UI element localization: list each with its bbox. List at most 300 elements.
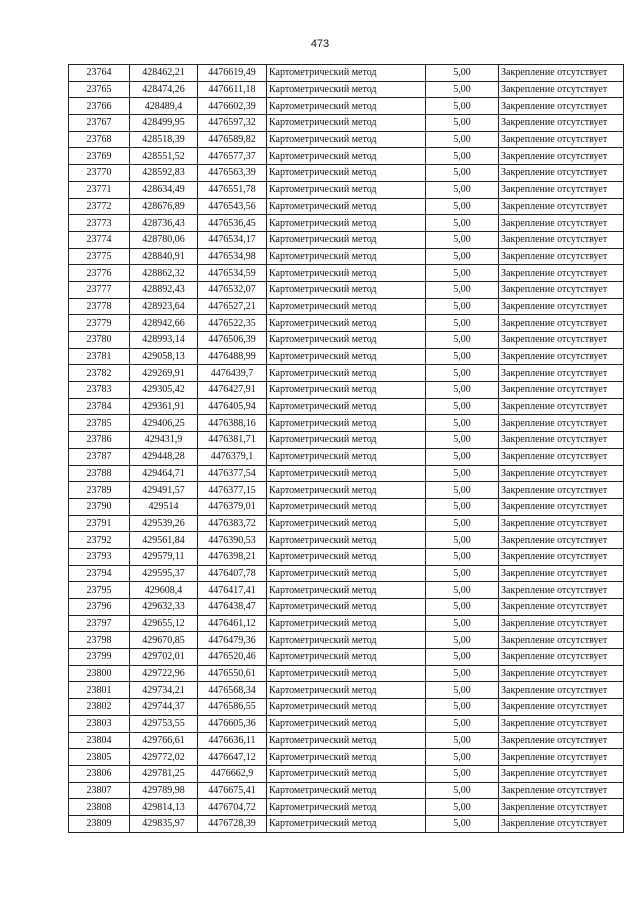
table-row (69, 298, 624, 315)
y-coordinate-cell: 4476563,39 (198, 165, 267, 182)
table-row (69, 181, 624, 198)
tolerance-cell: 5,00 (426, 615, 499, 632)
table-row (69, 732, 624, 749)
y-coordinate-cell: 4476461,12 (198, 615, 267, 632)
method-cell: Картометрический метод (267, 198, 426, 215)
tolerance-cell: 5,00 (426, 432, 499, 449)
table-row (69, 765, 624, 782)
method-cell: Картометрический метод (267, 582, 426, 599)
tolerance-cell: 5,00 (426, 665, 499, 682)
method-cell: Картометрический метод (267, 732, 426, 749)
x-coordinate-cell: 428676,89 (130, 198, 198, 215)
tolerance-cell: 5,00 (426, 548, 499, 565)
tolerance-cell: 5,00 (426, 765, 499, 782)
table-row (69, 81, 624, 98)
x-coordinate-cell: 428518,39 (130, 131, 198, 148)
fixation-cell: Закрепление отсутствует (499, 815, 624, 832)
method-cell: Картометрический метод (267, 765, 426, 782)
method-cell: Картометрический метод (267, 148, 426, 165)
point-number-cell: 23796 (69, 599, 130, 616)
fixation-cell: Закрепление отсутствует (499, 682, 624, 699)
y-coordinate-cell: 4476506,39 (198, 332, 267, 349)
point-number-cell: 23783 (69, 382, 130, 399)
method-cell: Картометрический метод (267, 365, 426, 382)
method-cell: Картометрический метод (267, 115, 426, 132)
tolerance-cell: 5,00 (426, 98, 499, 115)
y-coordinate-cell: 4476479,36 (198, 632, 267, 649)
table-row (69, 248, 624, 265)
tolerance-cell: 5,00 (426, 281, 499, 298)
point-number-cell: 23800 (69, 665, 130, 682)
y-coordinate-cell: 4476527,21 (198, 298, 267, 315)
method-cell: Картометрический метод (267, 448, 426, 465)
method-cell: Картометрический метод (267, 348, 426, 365)
fixation-cell: Закрепление отсутствует (499, 248, 624, 265)
x-coordinate-cell: 428499,95 (130, 115, 198, 132)
y-coordinate-cell: 4476381,71 (198, 432, 267, 449)
table-row (69, 382, 624, 399)
tolerance-cell: 5,00 (426, 498, 499, 515)
tolerance-cell: 5,00 (426, 215, 499, 232)
x-coordinate-cell: 428840,91 (130, 248, 198, 265)
table-row (69, 281, 624, 298)
tolerance-cell: 5,00 (426, 732, 499, 749)
fixation-cell: Закрепление отсутствует (499, 65, 624, 82)
fixation-cell: Закрепление отсутствует (499, 699, 624, 716)
method-cell: Картометрический метод (267, 98, 426, 115)
fixation-cell: Закрепление отсутствует (499, 281, 624, 298)
x-coordinate-cell: 429734,21 (130, 682, 198, 699)
table-row (69, 332, 624, 349)
x-coordinate-cell: 429431,9 (130, 432, 198, 449)
method-cell: Картометрический метод (267, 298, 426, 315)
method-cell: Картометрический метод (267, 632, 426, 649)
point-number-cell: 23788 (69, 465, 130, 482)
method-cell: Картометрический метод (267, 332, 426, 349)
point-number-cell: 23798 (69, 632, 130, 649)
method-cell: Картометрический метод (267, 515, 426, 532)
point-number-cell: 23772 (69, 198, 130, 215)
x-coordinate-cell: 428592,83 (130, 165, 198, 182)
y-coordinate-cell: 4476405,94 (198, 398, 267, 415)
x-coordinate-cell: 429835,97 (130, 815, 198, 832)
x-coordinate-cell: 428993,14 (130, 332, 198, 349)
fixation-cell: Закрепление отсутствует (499, 532, 624, 549)
point-number-cell: 23794 (69, 565, 130, 582)
y-coordinate-cell: 4476543,56 (198, 198, 267, 215)
y-coordinate-cell: 4476377,54 (198, 465, 267, 482)
x-coordinate-cell: 428923,64 (130, 298, 198, 315)
table-row (69, 548, 624, 565)
method-cell: Картометрический метод (267, 248, 426, 265)
y-coordinate-cell: 4476379,01 (198, 498, 267, 515)
y-coordinate-cell: 4476568,34 (198, 682, 267, 699)
tolerance-cell: 5,00 (426, 582, 499, 599)
table-row (69, 682, 624, 699)
fixation-cell: Закрепление отсутствует (499, 582, 624, 599)
point-number-cell: 23808 (69, 799, 130, 816)
x-coordinate-cell: 429744,37 (130, 699, 198, 716)
method-cell: Картометрический метод (267, 799, 426, 816)
x-coordinate-cell: 429406,25 (130, 415, 198, 432)
x-coordinate-cell: 429722,96 (130, 665, 198, 682)
x-coordinate-cell: 428489,4 (130, 98, 198, 115)
y-coordinate-cell: 4476662,9 (198, 765, 267, 782)
tolerance-cell: 5,00 (426, 532, 499, 549)
tolerance-cell: 5,00 (426, 365, 499, 382)
x-coordinate-cell: 429361,91 (130, 398, 198, 415)
tolerance-cell: 5,00 (426, 415, 499, 432)
point-number-cell: 23797 (69, 615, 130, 632)
table-row (69, 365, 624, 382)
y-coordinate-cell: 4476636,11 (198, 732, 267, 749)
x-coordinate-cell: 428942,66 (130, 315, 198, 332)
y-coordinate-cell: 4476532,07 (198, 281, 267, 298)
table-row (69, 265, 624, 282)
point-number-cell: 23807 (69, 782, 130, 799)
tolerance-cell: 5,00 (426, 448, 499, 465)
point-number-cell: 23805 (69, 749, 130, 766)
x-coordinate-cell: 429514 (130, 498, 198, 515)
x-coordinate-cell: 428892,43 (130, 281, 198, 298)
tolerance-cell: 5,00 (426, 165, 499, 182)
fixation-cell: Закрепление отсутствует (499, 215, 624, 232)
table-row (69, 532, 624, 549)
fixation-cell: Закрепление отсутствует (499, 415, 624, 432)
x-coordinate-cell: 428462,21 (130, 65, 198, 82)
fixation-cell: Закрепление отсутствует (499, 498, 624, 515)
table-row (69, 599, 624, 616)
method-cell: Картометрический метод (267, 532, 426, 549)
method-cell: Картометрический метод (267, 415, 426, 432)
point-number-cell: 23786 (69, 432, 130, 449)
point-number-cell: 23804 (69, 732, 130, 749)
x-coordinate-cell: 429305,42 (130, 382, 198, 399)
tolerance-cell: 5,00 (426, 799, 499, 816)
y-coordinate-cell: 4476522,35 (198, 315, 267, 332)
x-coordinate-cell: 429702,01 (130, 649, 198, 666)
table-row (69, 448, 624, 465)
point-number-cell: 23785 (69, 415, 130, 432)
y-coordinate-cell: 4476597,32 (198, 115, 267, 132)
fixation-cell: Закрепление отсутствует (499, 548, 624, 565)
x-coordinate-cell: 428736,43 (130, 215, 198, 232)
y-coordinate-cell: 4476438,47 (198, 599, 267, 616)
point-number-cell: 23781 (69, 348, 130, 365)
tolerance-cell: 5,00 (426, 198, 499, 215)
point-number-cell: 23767 (69, 115, 130, 132)
point-number-cell: 23790 (69, 498, 130, 515)
y-coordinate-cell: 4476388,16 (198, 415, 267, 432)
table-row (69, 782, 624, 799)
table-row (69, 432, 624, 449)
point-number-cell: 23773 (69, 215, 130, 232)
fixation-cell: Закрепление отсутствует (499, 131, 624, 148)
point-number-cell: 23789 (69, 482, 130, 499)
fixation-cell: Закрепление отсутствует (499, 515, 624, 532)
table-row (69, 198, 624, 215)
tolerance-cell: 5,00 (426, 131, 499, 148)
table-row (69, 482, 624, 499)
y-coordinate-cell: 4476534,98 (198, 248, 267, 265)
tolerance-cell: 5,00 (426, 482, 499, 499)
tolerance-cell: 5,00 (426, 515, 499, 532)
point-number-cell: 23809 (69, 815, 130, 832)
table-row (69, 131, 624, 148)
point-number-cell: 23792 (69, 532, 130, 549)
y-coordinate-cell: 4476407,78 (198, 565, 267, 582)
tolerance-cell: 5,00 (426, 465, 499, 482)
table-row (69, 148, 624, 165)
fixation-cell: Закрепление отсутствует (499, 148, 624, 165)
tolerance-cell: 5,00 (426, 599, 499, 616)
point-number-cell: 23769 (69, 148, 130, 165)
tolerance-cell: 5,00 (426, 298, 499, 315)
tolerance-cell: 5,00 (426, 332, 499, 349)
tolerance-cell: 5,00 (426, 248, 499, 265)
fixation-cell: Закрепление отсутствует (499, 332, 624, 349)
tolerance-cell: 5,00 (426, 749, 499, 766)
fixation-cell: Закрепление отсутствует (499, 365, 624, 382)
fixation-cell: Закрепление отсутствует (499, 98, 624, 115)
method-cell: Картометрический метод (267, 382, 426, 399)
point-number-cell: 23766 (69, 98, 130, 115)
fixation-cell: Закрепление отсутствует (499, 799, 624, 816)
method-cell: Картометрический метод (267, 815, 426, 832)
tolerance-cell: 5,00 (426, 782, 499, 799)
point-number-cell: 23806 (69, 765, 130, 782)
method-cell: Картометрический метод (267, 432, 426, 449)
point-number-cell: 23774 (69, 231, 130, 248)
method-cell: Картометрический метод (267, 265, 426, 282)
y-coordinate-cell: 4476602,39 (198, 98, 267, 115)
fixation-cell: Закрепление отсутствует (499, 348, 624, 365)
tolerance-cell: 5,00 (426, 231, 499, 248)
point-number-cell: 23776 (69, 265, 130, 282)
method-cell: Картометрический метод (267, 749, 426, 766)
point-number-cell: 23801 (69, 682, 130, 699)
fixation-cell: Закрепление отсутствует (499, 732, 624, 749)
x-coordinate-cell: 429814,13 (130, 799, 198, 816)
table-row (69, 348, 624, 365)
tolerance-cell: 5,00 (426, 815, 499, 832)
table-row (69, 749, 624, 766)
y-coordinate-cell: 4476550,61 (198, 665, 267, 682)
x-coordinate-cell: 429539,26 (130, 515, 198, 532)
y-coordinate-cell: 4476647,12 (198, 749, 267, 766)
table-body (69, 65, 624, 833)
table-row (69, 665, 624, 682)
table-row (69, 632, 624, 649)
method-cell: Картометрический метод (267, 482, 426, 499)
tolerance-cell: 5,00 (426, 699, 499, 716)
fixation-cell: Закрепление отсутствует (499, 315, 624, 332)
method-cell: Картометрический метод (267, 215, 426, 232)
table-row (69, 115, 624, 132)
x-coordinate-cell: 429269,91 (130, 365, 198, 382)
table-row (69, 165, 624, 182)
point-number-cell: 23803 (69, 715, 130, 732)
fixation-cell: Закрепление отсутствует (499, 448, 624, 465)
point-number-cell: 23787 (69, 448, 130, 465)
y-coordinate-cell: 4476534,17 (198, 231, 267, 248)
x-coordinate-cell: 429491,57 (130, 482, 198, 499)
fixation-cell: Закрепление отсутствует (499, 599, 624, 616)
y-coordinate-cell: 4476377,15 (198, 482, 267, 499)
x-coordinate-cell: 429753,55 (130, 715, 198, 732)
table-row (69, 649, 624, 666)
x-coordinate-cell: 428551,52 (130, 148, 198, 165)
fixation-cell: Закрепление отсутствует (499, 432, 624, 449)
fixation-cell: Закрепление отсутствует (499, 382, 624, 399)
method-cell: Картометрический метод (267, 615, 426, 632)
y-coordinate-cell: 4476728,39 (198, 815, 267, 832)
y-coordinate-cell: 4476439,7 (198, 365, 267, 382)
tolerance-cell: 5,00 (426, 148, 499, 165)
point-number-cell: 23784 (69, 398, 130, 415)
tolerance-cell: 5,00 (426, 682, 499, 699)
fixation-cell: Закрепление отсутствует (499, 231, 624, 248)
method-cell: Картометрический метод (267, 281, 426, 298)
method-cell: Картометрический метод (267, 782, 426, 799)
method-cell: Картометрический метод (267, 565, 426, 582)
table-row (69, 215, 624, 232)
y-coordinate-cell: 4476704,72 (198, 799, 267, 816)
tolerance-cell: 5,00 (426, 315, 499, 332)
table-row (69, 398, 624, 415)
point-number-cell: 23795 (69, 582, 130, 599)
method-cell: Картометрический метод (267, 715, 426, 732)
x-coordinate-cell: 429561,84 (130, 532, 198, 549)
fixation-cell: Закрепление отсутствует (499, 298, 624, 315)
point-number-cell: 23778 (69, 298, 130, 315)
fixation-cell: Закрепление отсутствует (499, 632, 624, 649)
y-coordinate-cell: 4476520,46 (198, 649, 267, 666)
method-cell: Картометрический метод (267, 131, 426, 148)
fixation-cell: Закрепление отсутствует (499, 265, 624, 282)
fixation-cell: Закрепление отсутствует (499, 765, 624, 782)
fixation-cell: Закрепление отсутствует (499, 665, 624, 682)
tolerance-cell: 5,00 (426, 382, 499, 399)
tolerance-cell: 5,00 (426, 649, 499, 666)
tolerance-cell: 5,00 (426, 632, 499, 649)
x-coordinate-cell: 429632,33 (130, 599, 198, 616)
x-coordinate-cell: 429579,11 (130, 548, 198, 565)
table-row (69, 65, 624, 82)
x-coordinate-cell: 429781,25 (130, 765, 198, 782)
y-coordinate-cell: 4476427,91 (198, 382, 267, 399)
x-coordinate-cell: 428780,06 (130, 231, 198, 248)
x-coordinate-cell: 429464,71 (130, 465, 198, 482)
y-coordinate-cell: 4476390,53 (198, 532, 267, 549)
y-coordinate-cell: 4476611,18 (198, 81, 267, 98)
table-row (69, 498, 624, 515)
method-cell: Картометрический метод (267, 231, 426, 248)
fixation-cell: Закрепление отсутствует (499, 398, 624, 415)
y-coordinate-cell: 4476383,72 (198, 515, 267, 532)
y-coordinate-cell: 4476619,49 (198, 65, 267, 82)
point-number-cell: 23777 (69, 281, 130, 298)
fixation-cell: Закрепление отсутствует (499, 81, 624, 98)
method-cell: Картометрический метод (267, 699, 426, 716)
fixation-cell: Закрепление отсутствует (499, 649, 624, 666)
method-cell: Картометрический метод (267, 65, 426, 82)
x-coordinate-cell: 429772,02 (130, 749, 198, 766)
y-coordinate-cell: 4476586,55 (198, 699, 267, 716)
x-coordinate-cell: 429655,12 (130, 615, 198, 632)
y-coordinate-cell: 4476488,99 (198, 348, 267, 365)
table-row (69, 815, 624, 832)
table-row (69, 699, 624, 716)
table-row (69, 565, 624, 582)
fixation-cell: Закрепление отсутствует (499, 198, 624, 215)
method-cell: Картометрический метод (267, 548, 426, 565)
x-coordinate-cell: 429608,4 (130, 582, 198, 599)
y-coordinate-cell: 4476536,45 (198, 215, 267, 232)
point-number-cell: 23779 (69, 315, 130, 332)
method-cell: Картометрический метод (267, 665, 426, 682)
point-number-cell: 23770 (69, 165, 130, 182)
y-coordinate-cell: 4476534,59 (198, 265, 267, 282)
tolerance-cell: 5,00 (426, 715, 499, 732)
table-row (69, 615, 624, 632)
point-number-cell: 23799 (69, 649, 130, 666)
y-coordinate-cell: 4476379,1 (198, 448, 267, 465)
fixation-cell: Закрепление отсутствует (499, 782, 624, 799)
x-coordinate-cell: 429766,61 (130, 732, 198, 749)
tolerance-cell: 5,00 (426, 181, 499, 198)
point-number-cell: 23765 (69, 81, 130, 98)
point-number-cell: 23782 (69, 365, 130, 382)
table-row (69, 465, 624, 482)
y-coordinate-cell: 4476551,78 (198, 181, 267, 198)
fixation-cell: Закрепление отсутствует (499, 115, 624, 132)
y-coordinate-cell: 4476398,21 (198, 548, 267, 565)
x-coordinate-cell: 429670,85 (130, 632, 198, 649)
table-row (69, 715, 624, 732)
fixation-cell: Закрепление отсутствует (499, 165, 624, 182)
y-coordinate-cell: 4476605,36 (198, 715, 267, 732)
method-cell: Картометрический метод (267, 649, 426, 666)
table-row (69, 415, 624, 432)
point-number-cell: 23768 (69, 131, 130, 148)
tolerance-cell: 5,00 (426, 65, 499, 82)
method-cell: Картометрический метод (267, 465, 426, 482)
page-number: 473 (310, 38, 330, 50)
point-number-cell: 23802 (69, 699, 130, 716)
coordinates-table (68, 64, 624, 833)
tolerance-cell: 5,00 (426, 115, 499, 132)
point-number-cell: 23793 (69, 548, 130, 565)
x-coordinate-cell: 429595,37 (130, 565, 198, 582)
point-number-cell: 23764 (69, 65, 130, 82)
y-coordinate-cell: 4476577,37 (198, 148, 267, 165)
x-coordinate-cell: 429448,28 (130, 448, 198, 465)
method-cell: Картометрический метод (267, 181, 426, 198)
y-coordinate-cell: 4476589,82 (198, 131, 267, 148)
x-coordinate-cell: 428862,32 (130, 265, 198, 282)
tolerance-cell: 5,00 (426, 398, 499, 415)
method-cell: Картометрический метод (267, 498, 426, 515)
method-cell: Картометрический метод (267, 165, 426, 182)
y-coordinate-cell: 4476675,41 (198, 782, 267, 799)
method-cell: Картометрический метод (267, 682, 426, 699)
fixation-cell: Закрепление отсутствует (499, 715, 624, 732)
table-row (69, 799, 624, 816)
method-cell: Картометрический метод (267, 599, 426, 616)
x-coordinate-cell: 428474,26 (130, 81, 198, 98)
point-number-cell: 23791 (69, 515, 130, 532)
